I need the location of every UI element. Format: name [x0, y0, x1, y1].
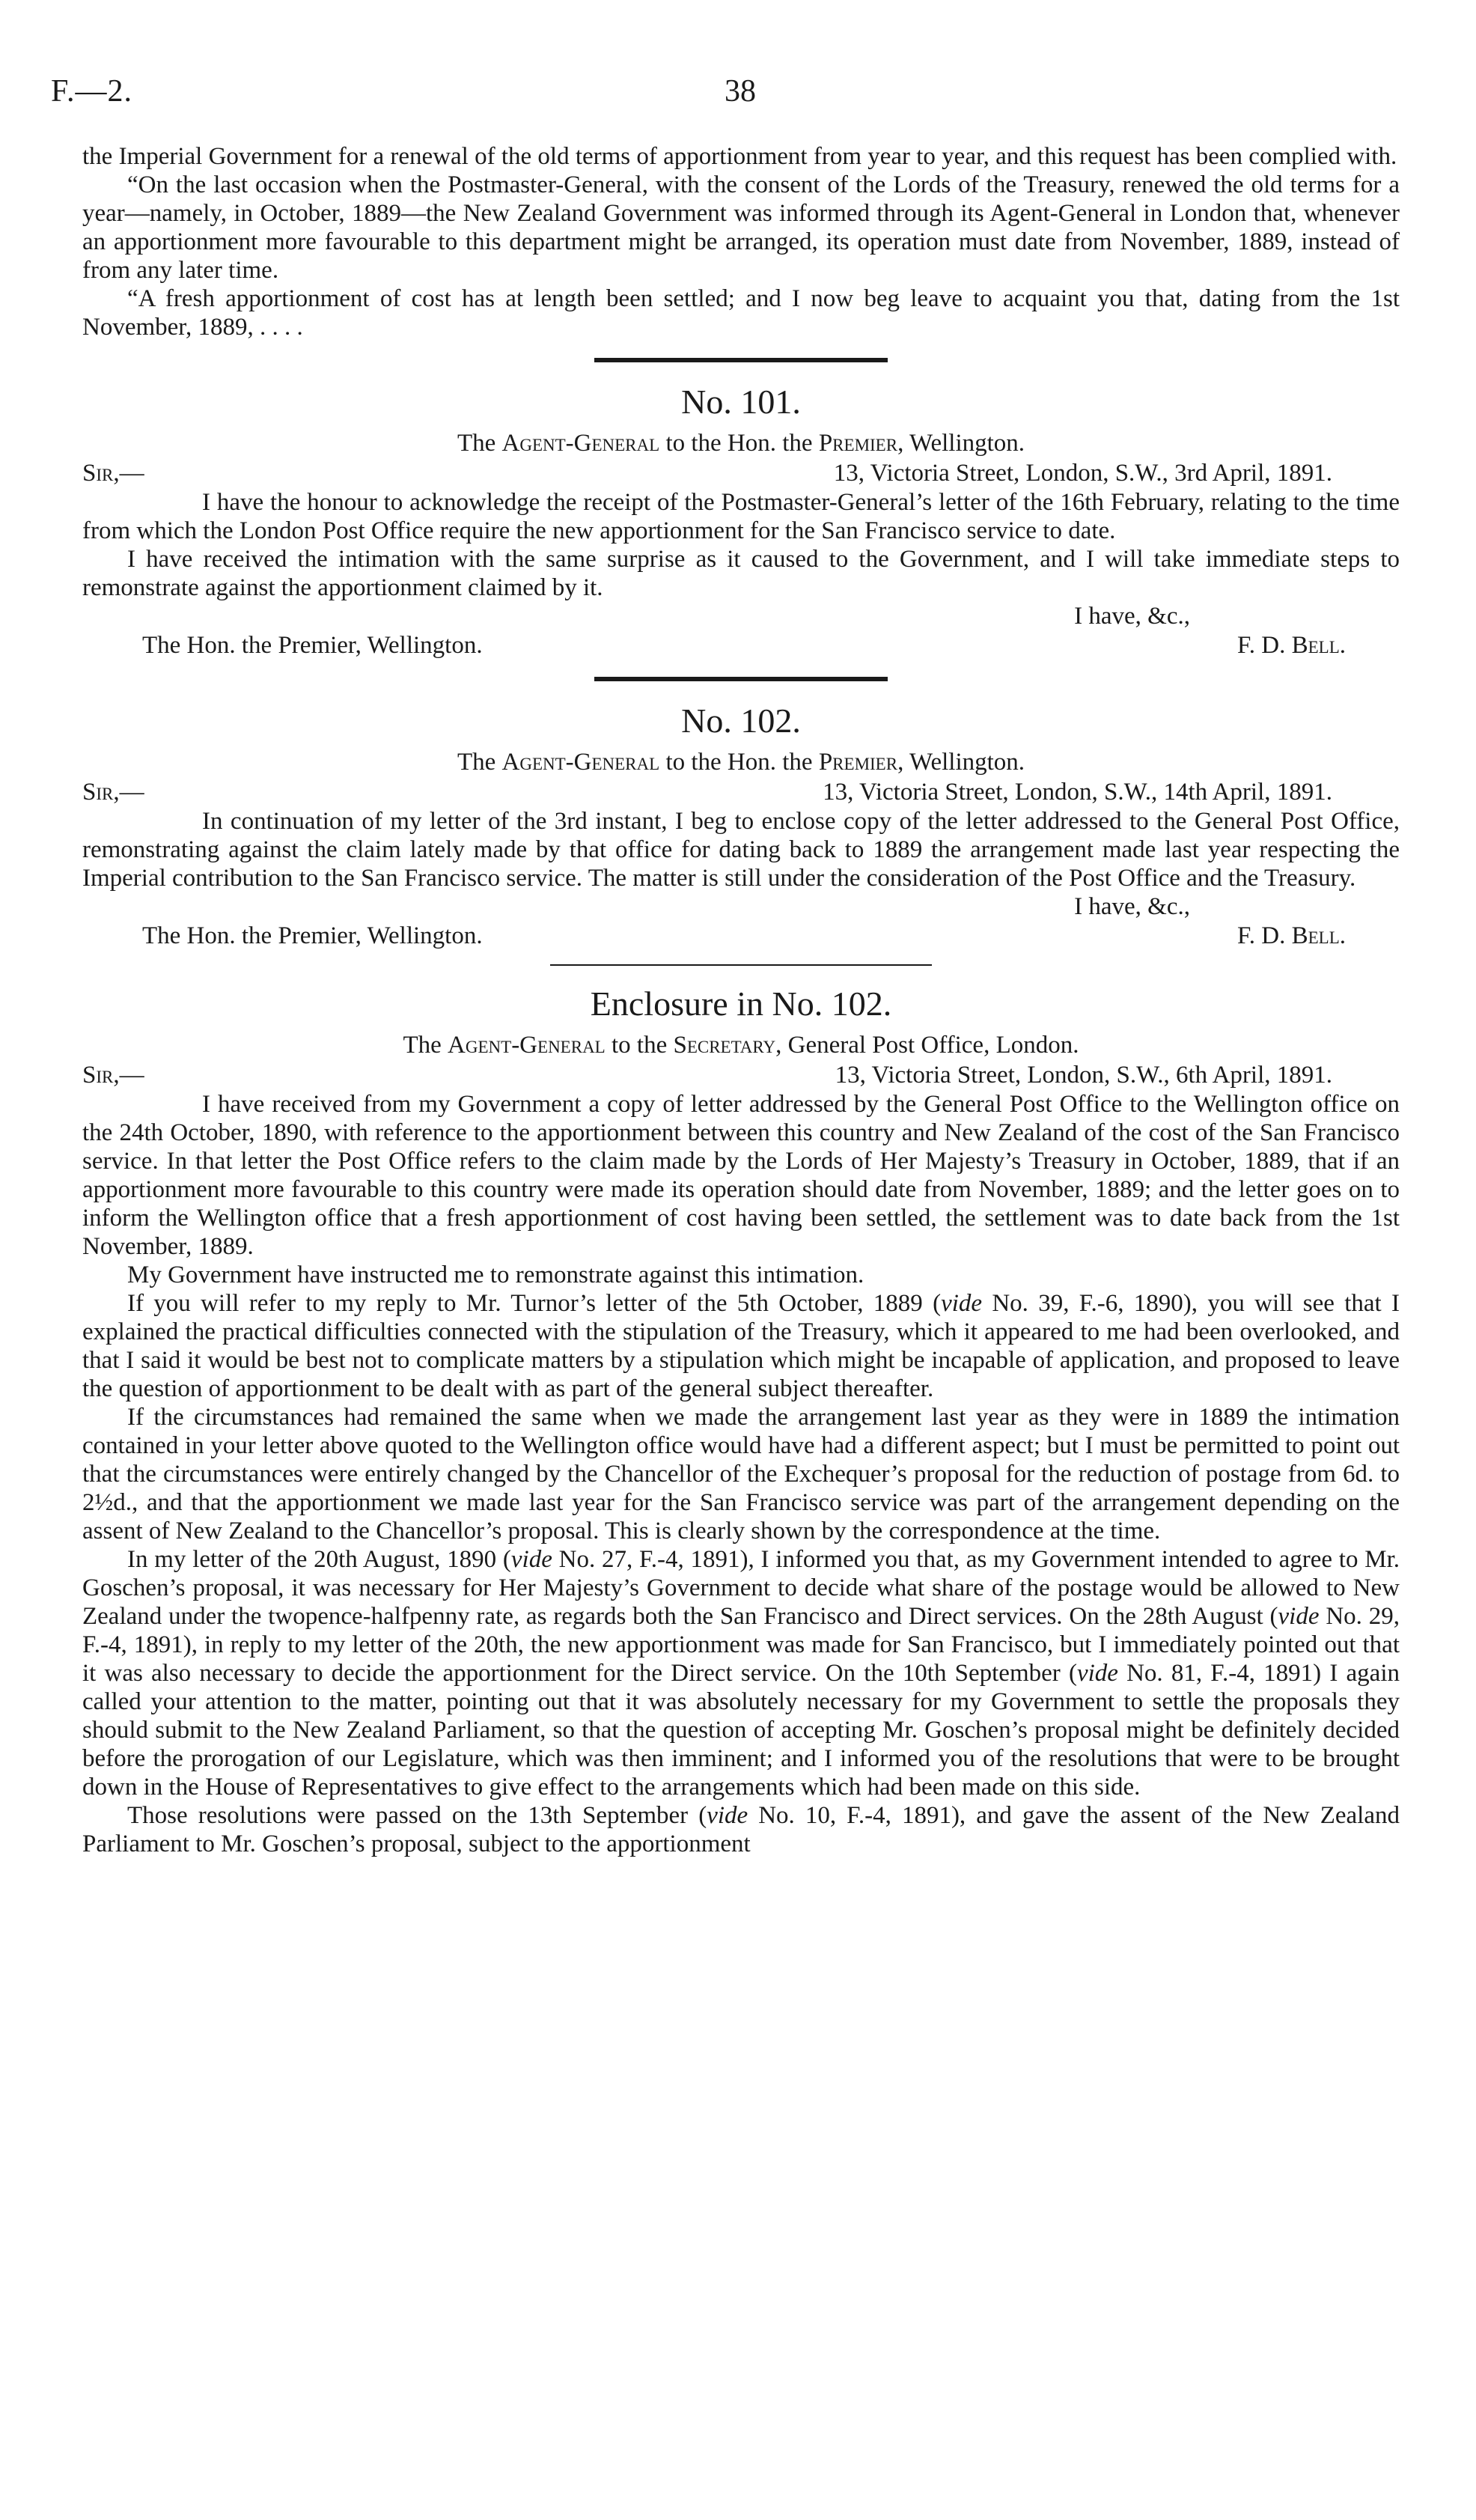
section-divider [594, 358, 888, 362]
enclosure-paragraph: Those resolutions were passed on the 13th September (vide No. 10, F.-4, 1891), and gave the assent of the New Zealand Parliament to Mr. Goschen’s proposal, subject to the apportionment [82, 1802, 1400, 1857]
page-number: 38 [725, 74, 756, 109]
enclosure-paragraph: In my letter of the 20th August, 1890 (vide No. 27, F.-4, 1891), I informed you that, as my Government intended to agree to Mr. Goschen’s proposal, it was necessary for Her Majesty’s Government to decide what share of the postage would be allowed to New Zealand under the twopence-halfpenny rate, as regards both the San Francisco and Direct services. On the 28th August (vide No. 29, F.-4, 1891), in reply to my letter of the 20th, the new apportionment was made for San Francisco, but I immediately pointed out that it was also necessary to decide the apportionment for the Direct service. On the 10th September (vide No. 81, F.-4, 1891) I again called your attention to the matter, pointing out that it was absolutely necessary for my Government to settle the proposals they should submit to the New Zealand Parliament, so that the question of accepting Mr. Goschen’s proposal might be definitely decided before the prorogation of our Legislature, which was then imminent; and I informed you of the resolutions that were to be brought down in the House of Representatives to give effect to the arrangements which had been made on this side. [82, 1546, 1400, 1801]
salutation-address-row [82, 458, 1400, 488]
letter-paragraph: In continuation of my letter of the 3rd instant, I beg to enclose copy of the letter addressed to the General Post Office, remonstrating against the claim lately made by that office for dating back to 1889 the arrangement made last year respecting the Imperial contribution to the San Francisco service. The matter is still under the consideration of the Post Office and the Treasury. [82, 808, 1400, 892]
enclosure-title: Enclosure in No. 102. [590, 984, 892, 1023]
enclosure-paragraph: My Government have instructed me to remonstrate against this intimation. [127, 1261, 864, 1288]
letter-paragraph: I have received the intimation with the same surprise as it caused to the Government, and I will take immediate steps to remonstrate against the apportionment claimed by it. [82, 546, 1400, 601]
section-divider [550, 964, 932, 966]
letter-direction: The Agent-General to the Hon. the Premier, Wellington. [457, 749, 1025, 776]
salutation: Sir,— [82, 460, 144, 487]
letter-direction: The Agent-General to the Hon. the Premier, Wellington. [457, 430, 1025, 457]
enclosure-paragraph: If the circumstances had remained the same when we made the arrangement last year as they were in 1889 the intimation contained in your letter above quoted to the Wellington office would have had a different aspect; but I must be permitted to point out that the circumstances were entirely changed by the Chancellor of the Exchequer’s proposal for the reduction of postage from 6d. to 2½d., and that the apportionment we made last year for the San Francisco service was part of the arrangement depending on the assent of New Zealand to the Chancellor’s proposal. This is clearly shown by the correspondence at the time. [82, 1404, 1400, 1544]
signature-row [82, 921, 1400, 951]
letter-102 [82, 701, 1400, 951]
letter-number: No. 102. [681, 701, 801, 740]
enclosure-102 [82, 984, 1400, 1858]
page-header [0, 73, 1476, 118]
salutation-address-row [82, 1060, 1400, 1090]
intro-paragraph: the Imperial Government for a renewal of the old terms of apportionment from year to year, and this request has been complied with. [82, 143, 1397, 170]
signature: F. D. Bell. [1237, 632, 1346, 659]
addressee: The Hon. the Premier, Wellington. [142, 632, 483, 659]
section-reference: F.—2. [51, 74, 132, 109]
complimentary-close: I have, &c., [1074, 603, 1190, 630]
enclosure-paragraph: If you will refer to my reply to Mr. Turnor’s letter of the 5th October, 1889 (vide No. 39, F.-6, 1890), you will see that I explained the practical difficulties connected with the stipulation of the Treasury, which it appeared to me had been overlooked, and that I said it would be best not to complicate matters by a stipulation which might be incapable of application, and proposed to leave the question of apportionment to be dealt with as part of the general subject thereafter. [82, 1290, 1400, 1402]
intro-paragraph: “On the last occasion when the Postmaster-General, with the consent of the Lords of the Treasury, renewed the old terms for a year—namely, in October, 1889—the New Zealand Government was informed through its Agent-General in London that, whenever an apportionment more favourable to this department might be arranged, its operation must date from November, 1889, instead of from any later time. [82, 171, 1400, 284]
salutation-address-row [82, 777, 1400, 807]
signature: F. D. Bell. [1237, 922, 1346, 949]
enclosure-direction: The Agent-General to the Secretary, General Post Office, London. [403, 1032, 1079, 1059]
document-body [82, 142, 1400, 1858]
section-divider [594, 677, 888, 681]
salutation: Sir,— [82, 779, 144, 806]
addressee: The Hon. the Premier, Wellington. [142, 922, 483, 949]
sender-address: 13, Victoria Street, London, S.W., 6th April, 1891. [835, 1062, 1332, 1089]
sender-address: 13, Victoria Street, London, S.W., 3rd April, 1891. [833, 460, 1332, 487]
enclosure-paragraph: I have received from my Government a copy of letter addressed by the General Post Office to the Wellington office on the 24th October, 1890, with reference to the apportionment between this country and New Zealand of the cost of the San Francisco service. In that letter the Post Office refers to the claim made by the Lords of Her Majesty’s Treasury in October, 1889, that if an apportionment more favourable to this country were made its operation should date from November, 1889; and the letter goes on to inform the Wellington office that a fresh apportionment of cost having been settled, the settlement was to date back from the 1st November, 1889. [82, 1091, 1400, 1260]
complimentary-close: I have, &c., [1074, 893, 1190, 920]
signature-row [82, 630, 1400, 660]
letter-paragraph: I have the honour to acknowledge the receipt of the Postmaster-General’s letter of the 16th February, relating to the time from which the London Post Office require the new apportionment for the San Francisco service to date. [82, 489, 1400, 544]
intro-paragraph: “A fresh apportionment of cost has at length been settled; and I now beg leave to acquaint you that, dating from the 1st November, 1889, . . . . [82, 285, 1400, 341]
salutation: Sir,— [82, 1062, 144, 1089]
letter-number: No. 101. [681, 383, 801, 421]
letter-101 [82, 382, 1400, 660]
sender-address: 13, Victoria Street, London, S.W., 14th April, 1891. [823, 779, 1332, 806]
